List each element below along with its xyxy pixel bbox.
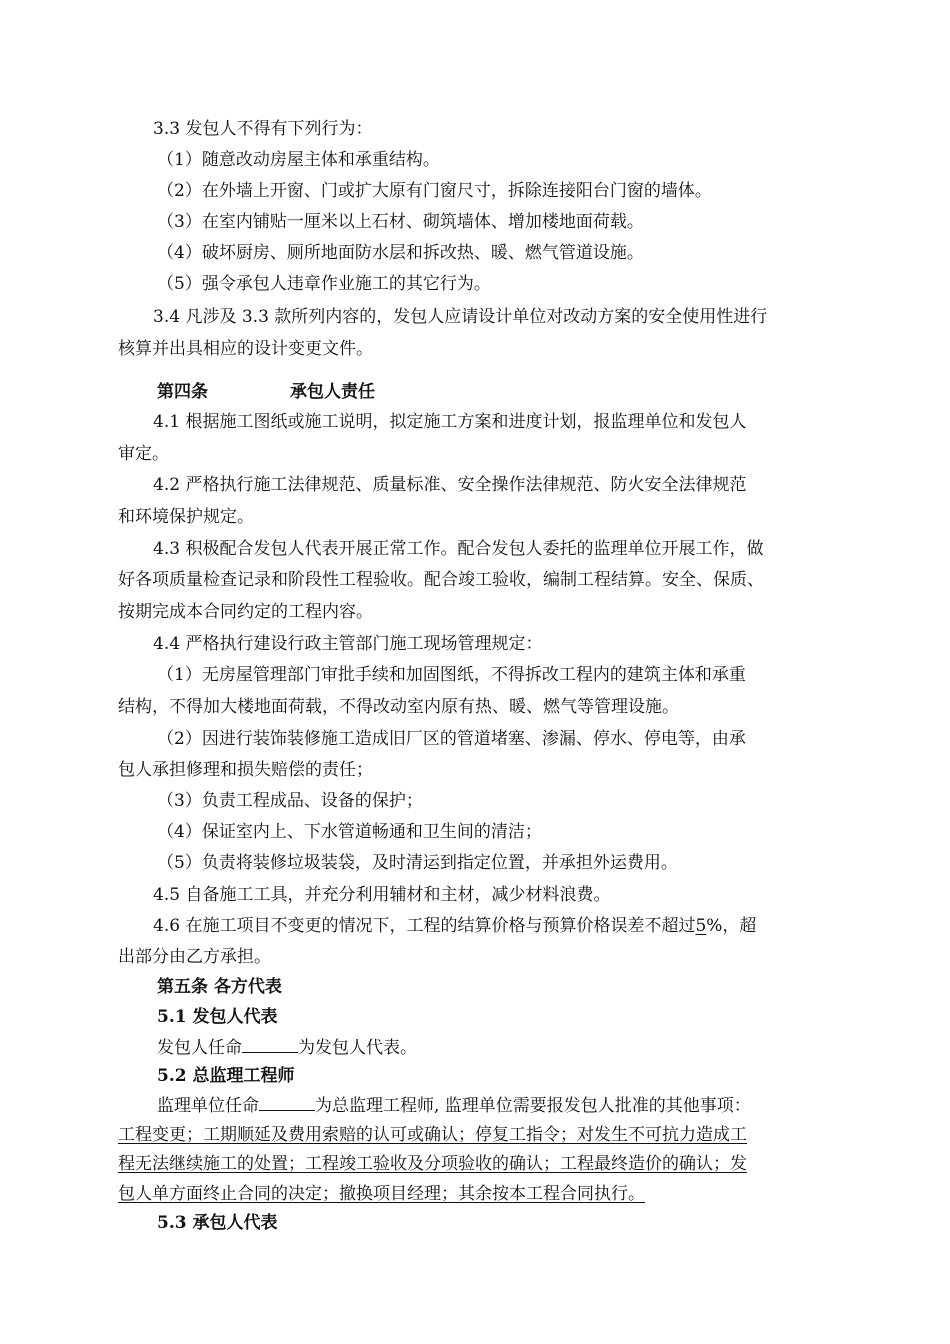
clause-4-3: 4.3 积极配合发包人代表开展正常工作。配合发包人委托的监理单位开展工作，做 (153, 539, 764, 559)
clause-4-6-percent-value: 5 (695, 916, 707, 936)
clause-3-3-item-2: （2）在外墙上开窗、门或扩大原有门窗尺寸，拆除连接阳台门窗的墙体。 (157, 181, 712, 201)
clause-5-2-matters-1: 工程变更；工期顺延及费用索赔的认可或确认；停复工指令；对发生不可抗力造成工 (118, 1125, 747, 1145)
clause-4-2: 4.2 严格执行施工法律规范、质量标准、安全操作法律规范、防火安全法律规范 (153, 475, 747, 495)
clause-3-3: 3.3 发包人不得有下列行为： (153, 119, 373, 139)
article-5-heading: 第五条 各方代表 (157, 977, 282, 997)
clause-5-2-text (157, 1094, 751, 1116)
clause-4-4: 4.4 严格执行建设行政主管部门施工现场管理规定： (153, 634, 543, 654)
article-4-title: 承包人责任 (290, 382, 375, 402)
clause-5-3-heading: 5.3 承包人代表 (157, 1213, 278, 1233)
clause-4-4-item-3: （3）负责工程成品、设备的保护； (157, 791, 423, 811)
clause-5-2-suffix: 为总监理工程师, 监理单位需要报发包人批准的其他事项： (315, 1096, 751, 1116)
clause-4-2-cont: 和环境保护规定。 (118, 507, 254, 527)
clause-5-1-heading: 5.1 发包人代表 (157, 1007, 278, 1027)
employer-rep-blank (242, 1036, 298, 1053)
clause-4-4-item-2-cont: 包人承担修理和损失赔偿的责任； (118, 760, 373, 780)
clause-5-1-text (157, 1036, 417, 1058)
clause-5-2-heading: 5.2 总监理工程师 (157, 1066, 295, 1086)
clause-4-6-cont: 出部分由乙方承担。 (118, 947, 271, 967)
clause-4-4-item-1-cont: 结构，不得加大楼地面荷载，不得改动室内原有热、暖、燃气等管理设施。 (118, 697, 679, 717)
clause-5-1-prefix: 发包人任命 (157, 1038, 242, 1058)
clause-4-4-item-4: （4）保证室内上、下水管道畅通和卫生间的清洁； (157, 822, 542, 842)
clause-4-6-text-end: %，超 (706, 916, 757, 936)
clause-3-4-cont: 核算并出具相应的设计变更文件。 (118, 339, 373, 359)
clause-4-4-item-1: （1）无房屋管理部门审批手续和加固图纸，不得拆改工程内的建筑主体和承重 (157, 665, 746, 685)
clause-4-5: 4.5 自备施工工具，并充分利用辅材和主材，减少材料浪费。 (153, 885, 611, 905)
clause-4-6-text: 4.6 在施工项目不变更的情况下，工程的结算价格与预算价格误差不超过 (153, 916, 696, 936)
clause-4-6 (153, 915, 756, 937)
clause-5-2-matters-3: 包人单方面终止合同的决定；撤换项目经理；其余按本工程合同执行。 (118, 1184, 645, 1204)
clause-3-4: 3.4 凡涉及 3.3 款所列内容的，发包人应请设计单位对改动方案的安全使用性进行 (153, 307, 768, 327)
clause-4-1: 4.1 根据施工图纸或施工说明，拟定施工方案和进度计划，报监理单位和发包人 (153, 412, 747, 432)
clause-3-3-item-5: （5）强令承包人违章作业施工的其它行为。 (157, 274, 491, 294)
clause-4-3-cont-1: 好各项质量检查记录和阶段性工程验收。配合竣工验收，编制工程结算。安全、保质、 (118, 570, 764, 590)
clause-3-3-item-1: （1）随意改动房屋主体和承重结构。 (157, 150, 440, 170)
chief-engineer-blank (259, 1094, 315, 1111)
clause-3-3-item-3: （3）在室内铺贴一厘米以上石材、砌筑墙体、增加楼地面荷载。 (157, 212, 644, 232)
clause-5-1-suffix: 为发包人代表。 (298, 1038, 417, 1058)
clause-4-4-item-2: （2）因进行装饰装修施工造成旧厂区的管道堵塞、渗漏、停水、停电等，由承 (157, 729, 746, 749)
clause-3-3-item-4: （4）破坏厨房、厕所地面防水层和拆改热、暖、燃气管道设施。 (157, 243, 644, 263)
clause-4-3-cont-2: 按期完成本合同约定的工程内容。 (118, 602, 373, 622)
clause-4-4-item-5: （5）负责将装修垃圾装袋，及时清运到指定位置，并承担外运费用。 (157, 853, 678, 873)
clause-5-2-prefix: 监理单位任命 (157, 1096, 259, 1116)
clause-5-2-matters-2: 程无法继续施工的处置；工程竣工验收及分项验收的确认；工程最终造价的确认；发 (118, 1154, 747, 1174)
article-4-number: 第四条 (157, 382, 208, 402)
clause-4-1-cont: 审定。 (118, 444, 169, 464)
